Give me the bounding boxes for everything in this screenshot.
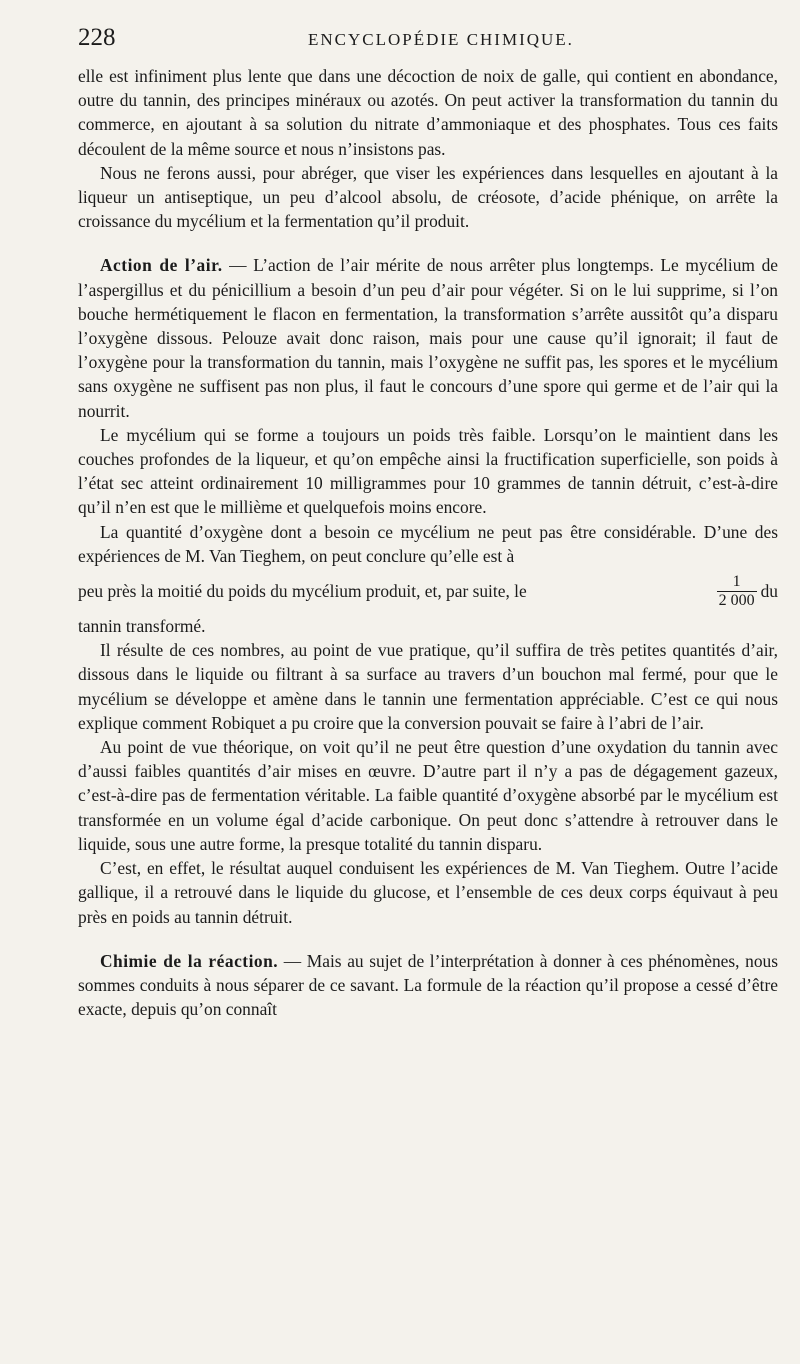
- body-text: [78, 64, 778, 1021]
- section-text: — Mais au sujet de l’interprétation à donner à ces phénomènes, nous sommes conduits à nous séparer de ce savant. La formule de la réaction qu’il propose a cessé d’être exacte, depuis qu’on connaît: [78, 950, 778, 1020]
- section-heading: Chimie de la réaction.: [100, 950, 279, 971]
- paragraph: Le mycélium qui se forme a toujours un poids très faible. Lorsqu’on le maintient dans les couches profondes de la liqueur, et qu’on empêche ainsi la fructification superficielle, son poids à l’état sec atteint ordinairement 10 milligrammes pour 10 grammes de tannin détruit, c’est-à-dire qu’il n’en est que le millième et quelquefois moins encore.: [78, 424, 778, 518]
- section-heading: Action de l’air.: [100, 255, 223, 276]
- formula-lead-text: peu près la moitié du poids du mycélium produit, et, par suite, le: [78, 581, 527, 602]
- section-paragraph-action-air: [78, 253, 778, 422]
- fraction-numerator: 1: [717, 573, 757, 592]
- section-text: — L’action de l’air mérite de nous arrêter plus longtemps. Le mycélium de l’aspergillus et du pénicillium a besoin d’un peu d’air pour végéter. Si on le lui supprime, si l’on bouche hermétiquement le flacon en fermentation, la transformation s’arrête aussitôt qu’a disparu l’oxygène dissous. Pelouze avait donc raison, mais pour une cause qu’il ignorait; il faut de l’oxygène pour la transformation du tannin, mais l’oxygène ne suffit pas, les spores et le mycélium sans oxygène ne suffisent pas non plus, il faut le concours d’une spore qui germe et de l’air qui la nourrit.: [78, 255, 778, 421]
- fraction: [717, 573, 757, 610]
- paragraph: Nous ne ferons aussi, pour abréger, que viser les expériences dans lesquelles en ajoutant à la liqueur un antiseptique, un peu d’alcool absolu, de créosote, d’acide phénique, on arrête la croissance du mycélium et la fermentation qu’il produit.: [78, 162, 778, 232]
- running-title: ENCYCLOPÉDIE CHIMIQUE.: [308, 30, 574, 49]
- paragraph: Il résulte de ces nombres, au point de vue pratique, qu’il suffira de très petites quantités d’air, dissous dans le liquide ou filtrant à sa surface au travers d’un bouchon mal fermé, pour que le mycélium se développe et amène dans le tannin une fermentation appréciable. C’est ce qui nous explique comment Robiquet a pu croire que la conversion pouvait se faire à l’abri de l’air.: [78, 640, 778, 733]
- formula-trail-text: du: [760, 581, 778, 602]
- paragraph: La quantité d’oxygène dont a besoin ce mycélium ne peut pas être considérable. D’une des expériences de M. Van Tieghem, on peut conclure qu’elle est à: [78, 521, 778, 566]
- fraction-denominator: 2 000: [718, 591, 755, 609]
- formula-line: [78, 568, 778, 614]
- section-paragraph-chimie: [78, 949, 778, 1022]
- page-number: 228: [78, 24, 116, 51]
- paragraph: Au point de vue théorique, on voit qu’il ne peut être question d’une oxydation du tannin avec d’aussi faibles quantités d’air mises en œuvre. D’autre part il n’y a pas de dégagement gazeux, c’est-à-dire pas de fermentation véritable. La faible quantité d’oxygène absorbé par le mycélium est transformée en un volume égal d’acide carbonique. On peut donc s’attendre à retrouver dans le liquide, sous une autre forme, la presque totalité du tannin disparu.: [78, 737, 778, 854]
- paragraph: C’est, en effet, le résultat auquel conduisent les expériences de M. Van Tieghem. Outre l’acide gallique, il a retrouvé dans le liquide du glucose, et l’ensemble de ces deux corps équivaut à peu près en poids au tannin détruit.: [78, 858, 778, 927]
- paragraph-continuation: tannin transformé.: [78, 616, 206, 637]
- page-header: [78, 24, 778, 64]
- paragraph: elle est infiniment plus lente que dans une décoction de noix de galle, qui contient en abondance, outre du tannin, des principes minéraux ou azotés. On peut activer la transformation du tannin du commerce, en ajoutant à sa solution du nitrate d’ammoniaque et des phosphates. Tous ces faits découlent de la même source et nous n’insistons pas.: [78, 66, 778, 159]
